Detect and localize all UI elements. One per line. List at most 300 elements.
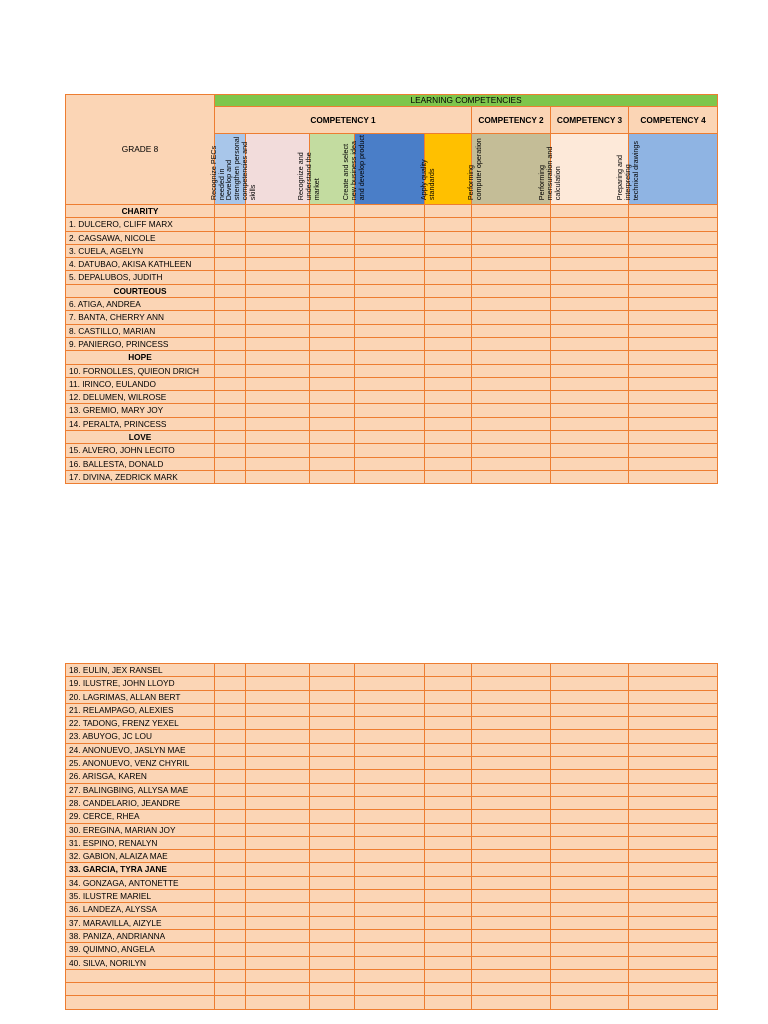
student-name[interactable]: 17. DIVINA, ZEDRICK MARK [66, 470, 215, 483]
score-cell[interactable] [310, 836, 355, 849]
score-cell[interactable] [215, 404, 246, 417]
score-cell[interactable] [215, 324, 246, 337]
score-cell[interactable] [629, 717, 718, 730]
score-cell[interactable] [472, 863, 551, 876]
student-name[interactable]: 21. RELAMPAGO, ALEXIES [66, 703, 215, 716]
score-cell[interactable] [215, 417, 246, 430]
score-cell[interactable] [629, 836, 718, 849]
score-cell[interactable] [629, 943, 718, 956]
score-cell[interactable] [215, 796, 246, 809]
score-cell[interactable] [215, 890, 246, 903]
score-cell[interactable] [310, 677, 355, 690]
score-cell[interactable] [551, 337, 629, 350]
score-cell[interactable] [310, 431, 355, 444]
score-cell[interactable] [310, 351, 355, 364]
score-cell[interactable] [629, 218, 718, 231]
student-name[interactable]: 4. DATUBAO, AKISA KATHLEEN [66, 258, 215, 271]
score-cell[interactable] [355, 823, 425, 836]
score-cell[interactable] [246, 244, 310, 257]
score-cell[interactable] [629, 969, 718, 982]
score-cell[interactable] [310, 916, 355, 929]
score-cell[interactable] [551, 810, 629, 823]
student-name[interactable]: 37. MARAVILLA, AIZYLE [66, 916, 215, 929]
score-cell[interactable] [215, 730, 246, 743]
score-cell[interactable] [472, 457, 551, 470]
score-cell[interactable] [246, 457, 310, 470]
score-cell[interactable] [246, 258, 310, 271]
student-name[interactable]: 22. TADONG, FRENZ YEXEL [66, 717, 215, 730]
score-cell[interactable] [425, 996, 472, 1009]
score-cell[interactable] [629, 677, 718, 690]
score-cell[interactable] [355, 404, 425, 417]
student-name[interactable] [66, 996, 215, 1009]
score-cell[interactable] [425, 337, 472, 350]
score-cell[interactable] [215, 863, 246, 876]
score-cell[interactable] [551, 271, 629, 284]
student-name[interactable]: 33. GARCIA, TYRA JANE [66, 863, 215, 876]
score-cell[interactable] [215, 218, 246, 231]
group-name[interactable]: LOVE [66, 431, 215, 444]
score-cell[interactable] [246, 664, 310, 677]
score-cell[interactable] [551, 983, 629, 996]
score-cell[interactable] [425, 903, 472, 916]
score-cell[interactable] [425, 231, 472, 244]
score-cell[interactable] [310, 730, 355, 743]
score-cell[interactable] [425, 796, 472, 809]
score-cell[interactable] [551, 457, 629, 470]
score-cell[interactable] [551, 311, 629, 324]
score-cell[interactable] [246, 377, 310, 390]
score-cell[interactable] [310, 231, 355, 244]
score-cell[interactable] [551, 823, 629, 836]
student-name[interactable]: 8. CASTILLO, MARIAN [66, 324, 215, 337]
student-name[interactable]: 23. ABUYOG, JC LOU [66, 730, 215, 743]
score-cell[interactable] [355, 690, 425, 703]
score-cell[interactable] [425, 218, 472, 231]
score-cell[interactable] [310, 956, 355, 969]
student-name[interactable]: 25. ANONUEVO, VENZ CHYRIL [66, 757, 215, 770]
score-cell[interactable] [629, 850, 718, 863]
score-cell[interactable] [629, 916, 718, 929]
score-cell[interactable] [551, 743, 629, 756]
score-cell[interactable] [425, 444, 472, 457]
score-cell[interactable] [472, 391, 551, 404]
score-cell[interactable] [246, 983, 310, 996]
score-cell[interactable] [472, 890, 551, 903]
score-cell[interactable] [215, 364, 246, 377]
score-cell[interactable] [310, 470, 355, 483]
student-name[interactable]: 9. PANIERGO, PRINCESS [66, 337, 215, 350]
score-cell[interactable] [355, 231, 425, 244]
score-cell[interactable] [355, 969, 425, 982]
score-cell[interactable] [310, 218, 355, 231]
group-name[interactable]: COURTEOUS [66, 284, 215, 297]
score-cell[interactable] [629, 690, 718, 703]
score-cell[interactable] [355, 324, 425, 337]
score-cell[interactable] [215, 664, 246, 677]
score-cell[interactable] [629, 324, 718, 337]
score-cell[interactable] [310, 703, 355, 716]
score-cell[interactable] [215, 717, 246, 730]
score-cell[interactable] [246, 770, 310, 783]
score-cell[interactable] [629, 770, 718, 783]
score-cell[interactable] [355, 929, 425, 942]
score-cell[interactable] [472, 677, 551, 690]
score-cell[interactable] [425, 377, 472, 390]
score-cell[interactable] [246, 404, 310, 417]
score-cell[interactable] [551, 916, 629, 929]
score-cell[interactable] [425, 863, 472, 876]
score-cell[interactable] [310, 983, 355, 996]
score-cell[interactable] [310, 863, 355, 876]
score-cell[interactable] [472, 730, 551, 743]
score-cell[interactable] [629, 311, 718, 324]
score-cell[interactable] [310, 324, 355, 337]
score-cell[interactable] [246, 757, 310, 770]
score-cell[interactable] [472, 969, 551, 982]
score-cell[interactable] [472, 770, 551, 783]
score-cell[interactable] [425, 823, 472, 836]
score-cell[interactable] [246, 284, 310, 297]
score-cell[interactable] [355, 757, 425, 770]
score-cell[interactable] [310, 417, 355, 430]
score-cell[interactable] [472, 796, 551, 809]
score-cell[interactable] [472, 996, 551, 1009]
score-cell[interactable] [629, 890, 718, 903]
score-cell[interactable] [355, 417, 425, 430]
student-name[interactable]: 6. ATIGA, ANDREA [66, 298, 215, 311]
score-cell[interactable] [425, 351, 472, 364]
score-cell[interactable] [355, 890, 425, 903]
score-cell[interactable] [629, 956, 718, 969]
score-cell[interactable] [425, 983, 472, 996]
score-cell[interactable] [472, 757, 551, 770]
score-cell[interactable] [425, 457, 472, 470]
score-cell[interactable] [425, 969, 472, 982]
score-cell[interactable] [355, 351, 425, 364]
score-cell[interactable] [629, 664, 718, 677]
score-cell[interactable] [355, 770, 425, 783]
score-cell[interactable] [629, 364, 718, 377]
score-cell[interactable] [425, 431, 472, 444]
score-cell[interactable] [425, 783, 472, 796]
score-cell[interactable] [629, 231, 718, 244]
student-name[interactable]: 40. SILVA, NORILYN [66, 956, 215, 969]
score-cell[interactable] [425, 916, 472, 929]
score-cell[interactable] [425, 730, 472, 743]
score-cell[interactable] [355, 916, 425, 929]
score-cell[interactable] [629, 703, 718, 716]
score-cell[interactable] [551, 903, 629, 916]
score-cell[interactable] [425, 677, 472, 690]
score-cell[interactable] [355, 850, 425, 863]
student-name[interactable]: 34. GONZAGA, ANTONETTE [66, 876, 215, 889]
score-cell[interactable] [310, 311, 355, 324]
score-cell[interactable] [551, 364, 629, 377]
score-cell[interactable] [629, 823, 718, 836]
score-cell[interactable] [425, 258, 472, 271]
student-name[interactable]: 39. QUIMNO, ANGELA [66, 943, 215, 956]
score-cell[interactable] [310, 770, 355, 783]
score-cell[interactable] [246, 218, 310, 231]
score-cell[interactable] [629, 431, 718, 444]
student-name[interactable]: 35. ILUSTRE MARIEL [66, 890, 215, 903]
score-cell[interactable] [215, 956, 246, 969]
score-cell[interactable] [551, 863, 629, 876]
score-cell[interactable] [215, 244, 246, 257]
score-cell[interactable] [629, 903, 718, 916]
score-cell[interactable] [472, 850, 551, 863]
score-cell[interactable] [425, 244, 472, 257]
score-cell[interactable] [472, 324, 551, 337]
score-cell[interactable] [246, 364, 310, 377]
score-cell[interactable] [246, 417, 310, 430]
score-cell[interactable] [425, 324, 472, 337]
score-cell[interactable] [215, 457, 246, 470]
score-cell[interactable] [355, 956, 425, 969]
score-cell[interactable] [472, 743, 551, 756]
score-cell[interactable] [629, 404, 718, 417]
score-cell[interactable] [355, 218, 425, 231]
score-cell[interactable] [246, 298, 310, 311]
student-name[interactable]: 28. CANDELARIO, JEANDRE [66, 796, 215, 809]
score-cell[interactable] [425, 470, 472, 483]
score-cell[interactable] [310, 444, 355, 457]
score-cell[interactable] [629, 444, 718, 457]
score-cell[interactable] [215, 351, 246, 364]
student-name[interactable]: 14. PERALTA, PRINCESS [66, 417, 215, 430]
score-cell[interactable] [425, 205, 472, 218]
score-cell[interactable] [425, 311, 472, 324]
score-cell[interactable] [215, 337, 246, 350]
score-cell[interactable] [472, 916, 551, 929]
score-cell[interactable] [215, 916, 246, 929]
score-cell[interactable] [629, 783, 718, 796]
score-cell[interactable] [551, 836, 629, 849]
score-cell[interactable] [551, 444, 629, 457]
score-cell[interactable] [425, 810, 472, 823]
score-cell[interactable] [310, 823, 355, 836]
score-cell[interactable] [551, 757, 629, 770]
score-cell[interactable] [551, 890, 629, 903]
score-cell[interactable] [551, 664, 629, 677]
score-cell[interactable] [310, 664, 355, 677]
score-cell[interactable] [472, 404, 551, 417]
score-cell[interactable] [355, 983, 425, 996]
score-cell[interactable] [472, 956, 551, 969]
score-cell[interactable] [215, 470, 246, 483]
score-cell[interactable] [310, 996, 355, 1009]
score-cell[interactable] [551, 929, 629, 942]
score-cell[interactable] [246, 205, 310, 218]
score-cell[interactable] [355, 377, 425, 390]
score-cell[interactable] [215, 444, 246, 457]
score-cell[interactable] [355, 876, 425, 889]
score-cell[interactable] [246, 743, 310, 756]
student-name[interactable]: 29. CERCE, RHEA [66, 810, 215, 823]
score-cell[interactable] [551, 351, 629, 364]
score-cell[interactable] [355, 337, 425, 350]
score-cell[interactable] [355, 863, 425, 876]
score-cell[interactable] [246, 391, 310, 404]
score-cell[interactable] [629, 470, 718, 483]
score-cell[interactable] [425, 757, 472, 770]
score-cell[interactable] [629, 996, 718, 1009]
student-name[interactable]: 24. ANONUEVO, JASLYN MAE [66, 743, 215, 756]
score-cell[interactable] [472, 431, 551, 444]
score-cell[interactable] [246, 943, 310, 956]
score-cell[interactable] [215, 996, 246, 1009]
student-name[interactable]: 31. ESPINO, RENALYN [66, 836, 215, 849]
student-name[interactable]: 18. EULIN, JEX RANSEL [66, 664, 215, 677]
score-cell[interactable] [246, 677, 310, 690]
score-cell[interactable] [355, 298, 425, 311]
student-name[interactable]: 20. LAGRIMAS, ALLAN BERT [66, 690, 215, 703]
score-cell[interactable] [310, 969, 355, 982]
score-cell[interactable] [215, 298, 246, 311]
score-cell[interactable] [310, 205, 355, 218]
score-cell[interactable] [355, 703, 425, 716]
student-name[interactable]: 26. ARISGA, KAREN [66, 770, 215, 783]
score-cell[interactable] [246, 730, 310, 743]
score-cell[interactable] [310, 810, 355, 823]
score-cell[interactable] [246, 337, 310, 350]
score-cell[interactable] [246, 956, 310, 969]
score-cell[interactable] [629, 391, 718, 404]
score-cell[interactable] [246, 876, 310, 889]
score-cell[interactable] [551, 703, 629, 716]
score-cell[interactable] [551, 431, 629, 444]
score-cell[interactable] [310, 929, 355, 942]
score-cell[interactable] [246, 703, 310, 716]
score-cell[interactable] [472, 823, 551, 836]
score-cell[interactable] [472, 231, 551, 244]
score-cell[interactable] [215, 231, 246, 244]
score-cell[interactable] [310, 377, 355, 390]
score-cell[interactable] [551, 796, 629, 809]
student-name[interactable]: 38. PANIZA, ANDRIANNA [66, 929, 215, 942]
score-cell[interactable] [425, 929, 472, 942]
score-cell[interactable] [246, 796, 310, 809]
student-name[interactable]: 27. BALINGBING, ALLYSA MAE [66, 783, 215, 796]
score-cell[interactable] [215, 377, 246, 390]
score-cell[interactable] [472, 983, 551, 996]
score-cell[interactable] [215, 943, 246, 956]
student-name[interactable]: 36. LANDEZA, ALYSSA [66, 903, 215, 916]
score-cell[interactable] [551, 258, 629, 271]
score-cell[interactable] [629, 258, 718, 271]
score-cell[interactable] [215, 690, 246, 703]
score-cell[interactable] [425, 284, 472, 297]
student-name[interactable]: 10. FORNOLLES, QUIEON DRICH [66, 364, 215, 377]
score-cell[interactable] [472, 417, 551, 430]
score-cell[interactable] [629, 205, 718, 218]
score-cell[interactable] [355, 271, 425, 284]
score-cell[interactable] [355, 664, 425, 677]
score-cell[interactable] [425, 890, 472, 903]
score-cell[interactable] [215, 205, 246, 218]
score-cell[interactable] [425, 743, 472, 756]
score-cell[interactable] [246, 916, 310, 929]
score-cell[interactable] [551, 404, 629, 417]
score-cell[interactable] [215, 677, 246, 690]
score-cell[interactable] [425, 956, 472, 969]
score-cell[interactable] [472, 311, 551, 324]
score-cell[interactable] [551, 943, 629, 956]
score-cell[interactable] [425, 298, 472, 311]
score-cell[interactable] [472, 664, 551, 677]
score-cell[interactable] [310, 850, 355, 863]
score-cell[interactable] [472, 929, 551, 942]
score-cell[interactable] [472, 876, 551, 889]
score-cell[interactable] [472, 298, 551, 311]
score-cell[interactable] [551, 324, 629, 337]
score-cell[interactable] [472, 258, 551, 271]
score-cell[interactable] [629, 863, 718, 876]
score-cell[interactable] [425, 703, 472, 716]
score-cell[interactable] [551, 377, 629, 390]
student-name[interactable]: 30. EREGINA, MARIAN JOY [66, 823, 215, 836]
score-cell[interactable] [355, 284, 425, 297]
score-cell[interactable] [215, 903, 246, 916]
score-cell[interactable] [629, 743, 718, 756]
score-cell[interactable] [472, 205, 551, 218]
score-cell[interactable] [551, 770, 629, 783]
score-cell[interactable] [355, 311, 425, 324]
score-cell[interactable] [355, 996, 425, 1009]
score-cell[interactable] [629, 377, 718, 390]
score-cell[interactable] [425, 943, 472, 956]
score-cell[interactable] [310, 337, 355, 350]
score-cell[interactable] [629, 757, 718, 770]
score-cell[interactable] [629, 457, 718, 470]
score-cell[interactable] [472, 218, 551, 231]
group-name[interactable]: HOPE [66, 351, 215, 364]
score-cell[interactable] [355, 431, 425, 444]
score-cell[interactable] [425, 404, 472, 417]
score-cell[interactable] [355, 836, 425, 849]
score-cell[interactable] [355, 730, 425, 743]
score-cell[interactable] [551, 876, 629, 889]
score-cell[interactable] [215, 850, 246, 863]
score-cell[interactable] [355, 457, 425, 470]
score-cell[interactable] [215, 757, 246, 770]
score-cell[interactable] [215, 258, 246, 271]
score-cell[interactable] [425, 876, 472, 889]
score-cell[interactable] [246, 351, 310, 364]
score-cell[interactable] [355, 205, 425, 218]
score-cell[interactable] [472, 337, 551, 350]
score-cell[interactable] [246, 324, 310, 337]
score-cell[interactable] [472, 943, 551, 956]
score-cell[interactable] [246, 271, 310, 284]
student-name[interactable]: 19. ILUSTRE, JOHN LLOYD [66, 677, 215, 690]
score-cell[interactable] [355, 796, 425, 809]
score-cell[interactable] [310, 876, 355, 889]
student-name[interactable]: 5. DEPALUBOS, JUDITH [66, 271, 215, 284]
score-cell[interactable] [472, 903, 551, 916]
student-name[interactable]: 11. IRINCO, EULANDO [66, 377, 215, 390]
score-cell[interactable] [246, 444, 310, 457]
score-cell[interactable] [310, 404, 355, 417]
score-cell[interactable] [310, 757, 355, 770]
score-cell[interactable] [246, 231, 310, 244]
score-cell[interactable] [629, 417, 718, 430]
score-cell[interactable] [246, 903, 310, 916]
score-cell[interactable] [472, 377, 551, 390]
student-name[interactable]: 2. CAGSAWA, NICOLE [66, 231, 215, 244]
score-cell[interactable] [425, 417, 472, 430]
